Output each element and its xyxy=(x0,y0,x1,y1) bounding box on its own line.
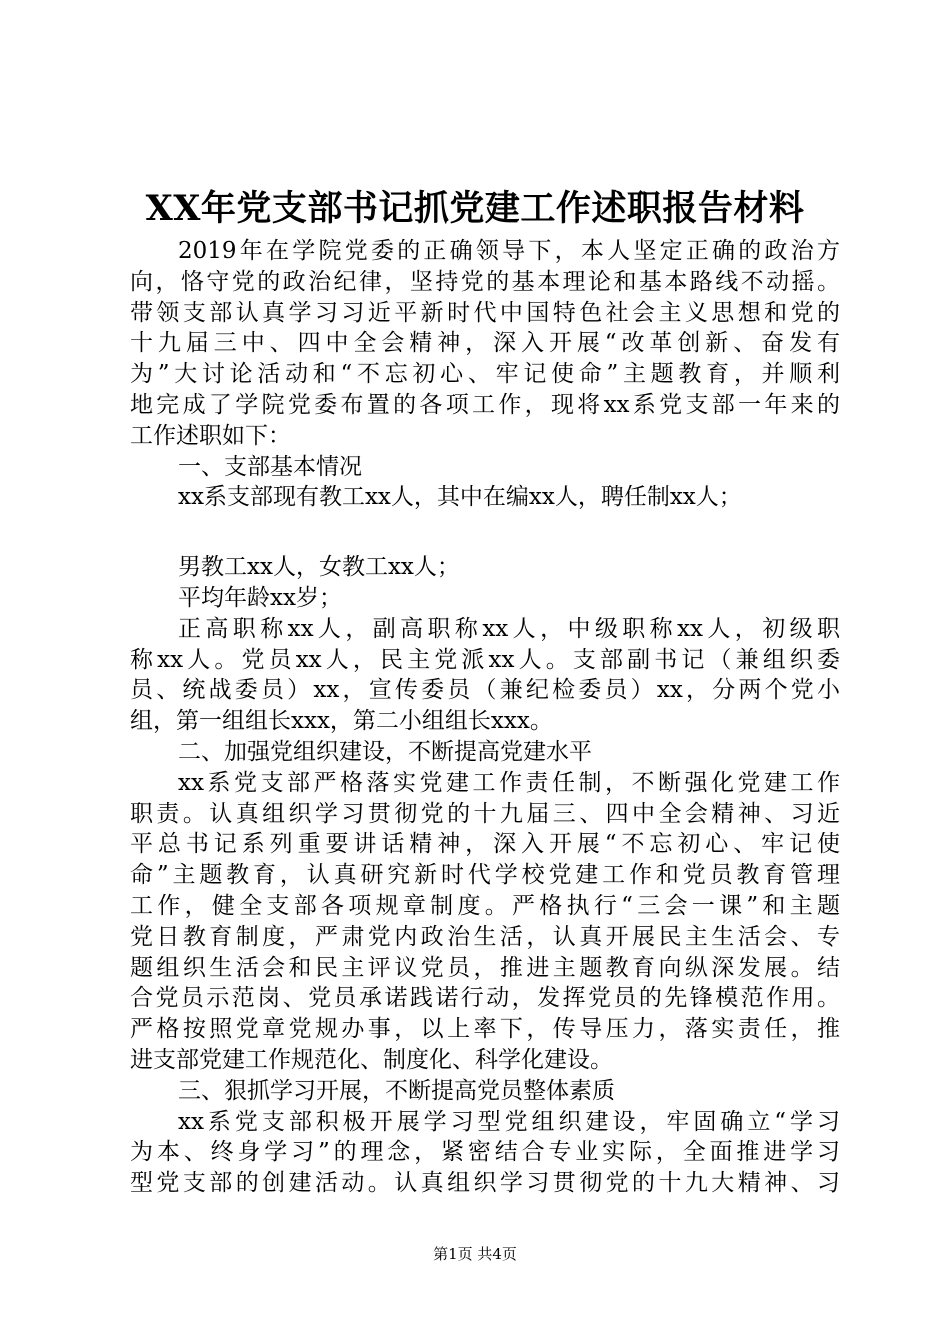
page-number-footer: 第1页 共4页 xyxy=(433,1245,517,1263)
blank-line xyxy=(130,513,840,552)
body-line: 平总书记系列重要讲话精神，深入开展“不忘初心、牢记使 xyxy=(130,831,840,858)
body-line: 带领支部认真学习习近平新时代中国特色社会主义思想和党的 xyxy=(130,299,840,326)
body-line: 向，恪守党的政治纪律，坚持党的基本理论和基本路线不动摇。 xyxy=(130,268,840,295)
body-line: 为”大讨论活动和“不忘初心、牢记使命”主题教育，并顺利 xyxy=(130,361,840,388)
document-title: XX年党支部书记抓党建工作述职报告材料 xyxy=(145,188,805,229)
body-line: 十九届三中、四中全会精神，深入开展“改革创新、奋发有 xyxy=(130,330,840,357)
body-line: xx系党支部积极开展学习型党组织建设，牢固确立“学习 xyxy=(178,1108,840,1135)
body-line: 进支部党建工作规范化、制度化、科学化建设。 xyxy=(130,1046,613,1073)
body-line: 为本、终身学习”的理念，紧密结合专业实际，全面推进学习 xyxy=(130,1139,840,1166)
body-line: 命”主题教育，认真研究新时代学校党建工作和党员教育管理 xyxy=(130,862,840,889)
body-line: 严格按照党章党规办事，以上率下，传导压力，落实责任，推 xyxy=(130,1016,840,1043)
body-line: 型党支部的创建活动。认真组织学习贯彻党的十九大精神、习 xyxy=(130,1170,840,1197)
section-heading: 三、狠抓学习开展，不断提高党员整体素质 xyxy=(178,1077,615,1104)
body-line: 称xx人。党员xx人，民主党派xx人。支部副书记（兼组织委 xyxy=(130,646,840,673)
body-line: 合党员示范岗、党员承诺践诺行动，发挥党员的先锋模范作用。 xyxy=(130,985,840,1012)
body-line: 正高职称xx人，副高职称xx人，中级职称xx人，初级职 xyxy=(178,615,840,642)
body-line: xx系党支部严格落实党建工作责任制，不断强化党建工作 xyxy=(178,769,840,796)
body-line: 男教工xx人，女教工xx人； xyxy=(178,554,460,581)
body-line: 地完成了学院党委布置的各项工作，现将xx系党支部一年来的 xyxy=(130,391,840,418)
document-body xyxy=(130,236,840,1199)
body-line: 2019年在学院党委的正确领导下，本人坚定正确的政治方 xyxy=(178,238,840,264)
section-heading: 二、加强党组织建设，不断提高党建水平 xyxy=(178,738,592,765)
body-line: 职责。认真组织学习贯彻党的十九届三、四中全会精神、习近 xyxy=(130,800,840,827)
body-line: 平均年龄xx岁； xyxy=(178,584,342,611)
body-line: xx系支部现有教工xx人，其中在编xx人，聘任制xx人； xyxy=(178,484,742,511)
section-heading: 一、支部基本情况 xyxy=(178,453,362,480)
body-line: 工作述职如下： xyxy=(130,422,291,449)
body-line: 党日教育制度，严肃党内政治生活，认真开展民主生活会、专 xyxy=(130,923,840,950)
body-line: 组，第一组组长xxx，第二小组组长xxx。 xyxy=(130,708,553,735)
body-line: 工作，健全支部各项规章制度。严格执行“三会一课”和主题 xyxy=(130,892,840,919)
body-line: 员、统战委员）xx，宣传委员（兼纪检委员）xx，分两个党小 xyxy=(130,677,840,704)
body-line: 题组织生活会和民主评议党员，推进主题教育向纵深发展。结 xyxy=(130,954,840,981)
